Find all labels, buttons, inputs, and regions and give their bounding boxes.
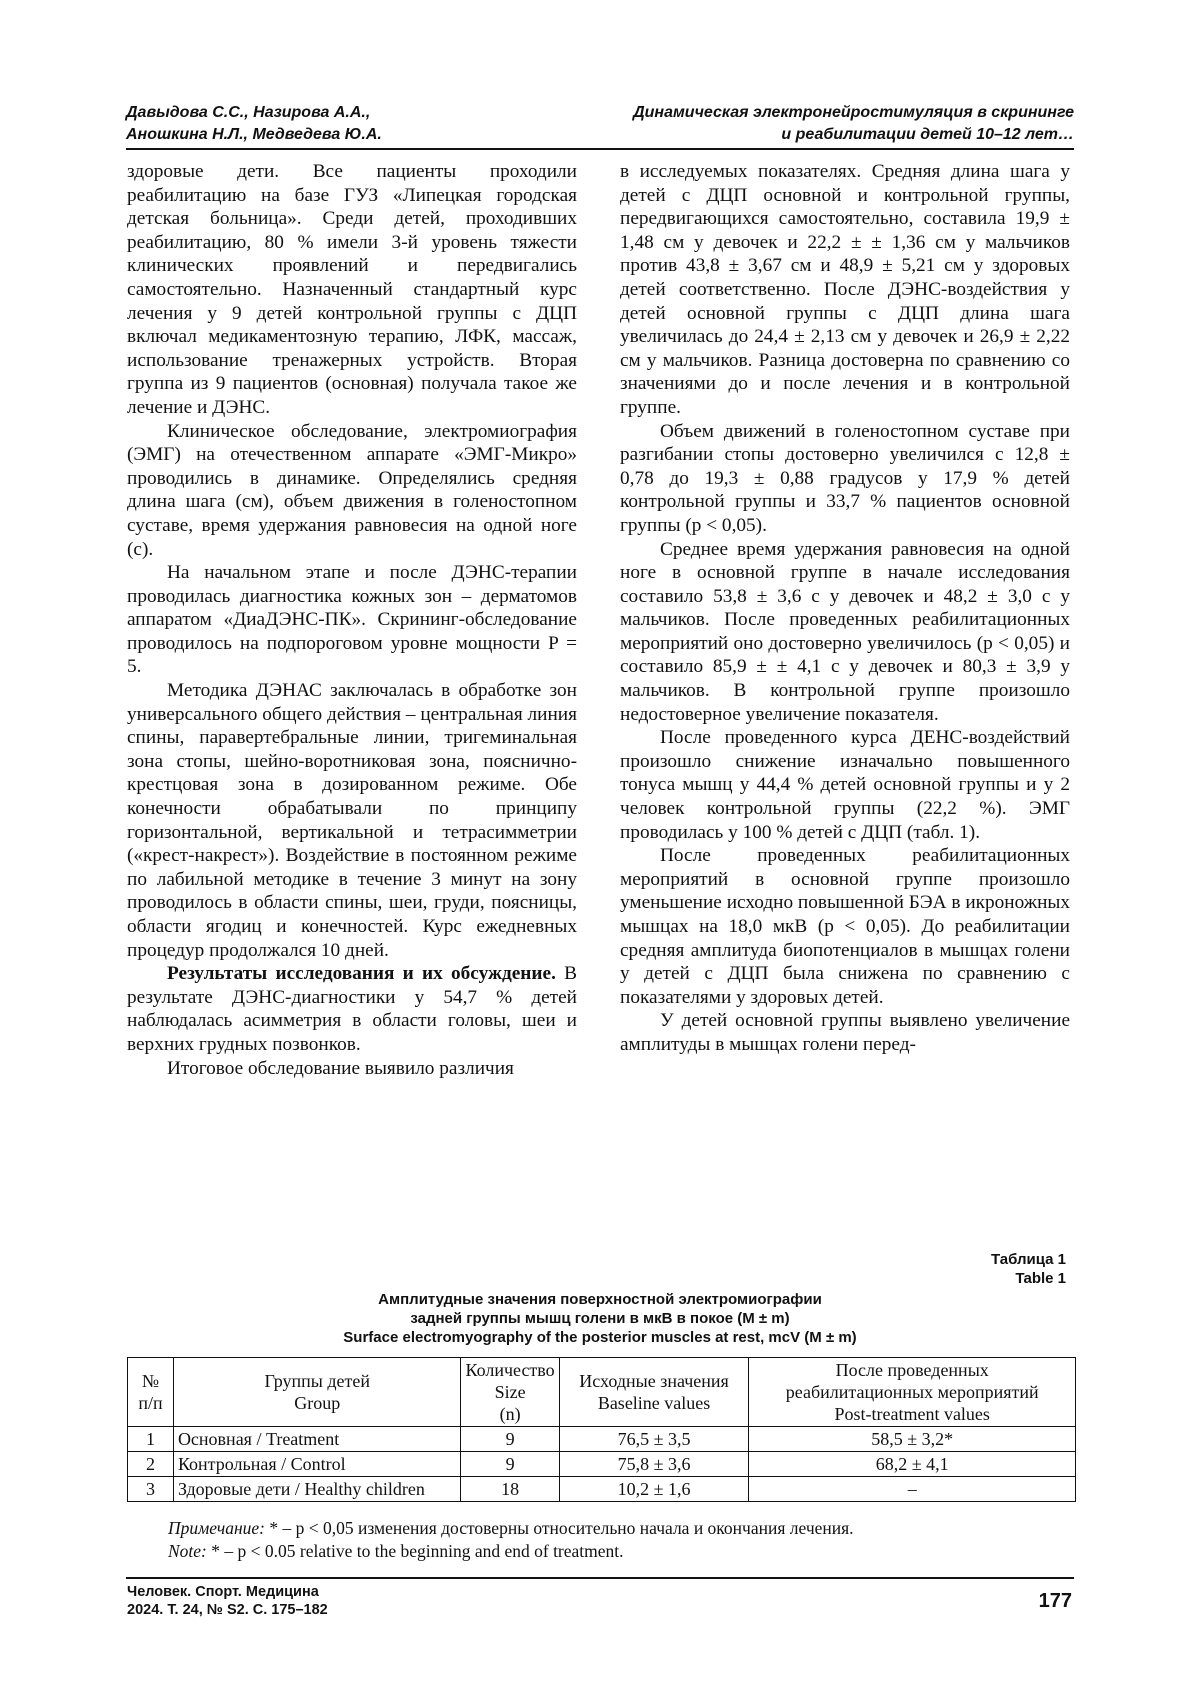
right-paragraph-4: После проведенного курса ДЕНС-воздействий произошло снижение изначально повышенного тонуса мышц у 44,4 % детей основной группы и у 2 человек контрольной группы (22,2 %). ЭМГ проводилась у 100 % детей с ДЦП (табл. 1). (620, 727, 1070, 843)
header-number-ru: № (141, 1371, 160, 1391)
row-baseline: 10,2 ± 1,6 (559, 1477, 749, 1502)
right-column (620, 160, 1070, 1057)
header-title (633, 102, 1074, 146)
row-size: 18 (461, 1477, 559, 1502)
header-size-en: Size (494, 1382, 526, 1402)
footer-rule (126, 1577, 1074, 1579)
header-baseline-ru: Исходные значения (579, 1371, 729, 1391)
row-size: 9 (461, 1427, 559, 1452)
table-title-en: Surface electromyography of the posterior muscles at rest, mcV (M ± m) (343, 1329, 857, 1346)
table-header-row (128, 1358, 1076, 1427)
results-text: В результате ДЭНС-диагностики у 54,7 % детей наблюдалась асимметрия в области головы, шеи и верхних грудных позвонков. (127, 963, 577, 1055)
header-number-abbr: п/п (138, 1393, 163, 1413)
table-row (128, 1477, 1076, 1502)
header-group (173, 1358, 461, 1427)
row-group: Контрольная / Control (173, 1452, 461, 1477)
footer-journal: Человек. Спорт. Медицина (127, 1584, 319, 1600)
header-number (128, 1358, 174, 1427)
header-rule (126, 148, 1074, 150)
running-header (126, 102, 1074, 150)
header-post-ru-1: После проведенных (835, 1360, 989, 1380)
right-paragraph-1: в исследуемых показателях. Средняя длина шага у детей с ДЦП основной и контрольной группы, передвигающихся самостоятельно, составила 19,9 ± 1,48 см у девочек и 22,2 ± ± 1,36 см у мальчиков против 43,8 ± 3,67 см и 48,9 ± 5,21 см у здоровых детей соответственно. После ДЭНС-воздействия у детей основной группы с ДЦП длина шага увеличилась до 24,4 ± 2,13 см у девочек и 26,9 ± 2,22 см у мальчиков. Разница достоверна по сравнению со значениями до и после лечения и в контрольной группе. (620, 161, 1070, 418)
table-note-en (168, 1540, 854, 1563)
footer-citation (127, 1583, 328, 1619)
right-paragraph-2: Объем движений в голеностопном суставе при разгибании стопы достоверно увеличился с 12,8 ± 0,78 до 19,3 ± 0,88 градусов у 17,9 % детей контрольной группы и 33,7 % пациентов основной группы (p < 0,05). (620, 420, 1070, 536)
row-post: 68,2 ± 4,1 (749, 1452, 1076, 1477)
row-baseline: 76,5 ± 3,5 (559, 1427, 749, 1452)
header-baseline (559, 1358, 749, 1427)
row-group: Здоровые дети / Healthy children (173, 1477, 461, 1502)
header-title-line2: и реабилитации детей 10–12 лет… (781, 126, 1074, 143)
note-en-text: * – p < 0.05 relative to the beginning and end of treatment. (206, 1541, 624, 1561)
row-number: 2 (128, 1452, 174, 1477)
note-ru-label: Примечание: (168, 1518, 265, 1538)
table-row (128, 1427, 1076, 1452)
header-baseline-en: Baseline values (597, 1393, 711, 1413)
row-group: Основная / Treatment (173, 1427, 461, 1452)
left-paragraph-3: На начальном этапе и после ДЭНС-терапии проводилась диагностика кожных зон – дерматомов аппаратом «ДиаДЭНС-ПК». Скрининг-обследование проводилось на подпороговом уровне мощности P = 5. (127, 562, 577, 678)
table-caption-en: Table 1 (1015, 1270, 1066, 1287)
header-post-ru-2: реабилитационных мероприятий (785, 1382, 1039, 1402)
table-note (168, 1517, 854, 1563)
table-title-ru-2: задней группы мышц голени в мкВ в покое (M ± m) (410, 1310, 790, 1327)
row-baseline: 75,8 ± 3,6 (559, 1452, 749, 1477)
table-row (128, 1452, 1076, 1477)
footer-issue: 2024. Т. 24, № S2. С. 175–182 (127, 1602, 328, 1618)
header-size (461, 1358, 559, 1427)
note-ru-text: * – p < 0,05 изменения достоверны относительно начала и окончания лечения. (264, 1518, 854, 1538)
right-paragraph-6: У детей основной группы выявлено увеличение амплитуды в мышцах голени перед- (620, 1010, 1070, 1055)
table-note-ru (168, 1517, 854, 1540)
page-number: 177 (1038, 1590, 1072, 1612)
table-title-ru-1: Амплитудные значения поверхностной электромиографии (378, 1291, 822, 1308)
header-group-ru: Группы детей (264, 1371, 370, 1391)
results-heading: Результаты исследования и их обсуждение. (167, 963, 556, 985)
header-post-en: Post-treatment values (834, 1404, 990, 1424)
table-title (126, 1290, 1074, 1347)
header-size-n: (n) (499, 1404, 521, 1424)
left-column (127, 160, 577, 1080)
left-paragraph-6: Итоговое обследование выявило различия (167, 1057, 514, 1079)
table-caption-ru: Таблица 1 (990, 1251, 1066, 1268)
header-authors (126, 102, 382, 146)
left-paragraph-1: здоровые дети. Все пациенты проходили реабилитацию на базе ГУЗ «Липецкая городская детская больница». Среди детей, проходивших реабилитацию, 80 % имели 3-й уровень тяжести клинических проявлений и передвигались самостоятельно. Назначенный стандартный курс лечения у 9 детей контрольной группы с ДЦП включал медикаментозную терапию, ЛФК, массаж, использование тренажерных устройств. Вторая группа из 9 пациентов (основная) получала такое же лечение и ДЭНС. (127, 161, 577, 418)
left-paragraph-5 (127, 962, 577, 1056)
row-number: 1 (128, 1427, 174, 1452)
left-paragraph-2: Клиническое обследование, электромиография (ЭМГ) на отечественном аппарате «ЭМГ-Микро» проводились в динамике. Определялись средняя длина шага (см), объем движения в голеностопном суставе, время удержания равновесия на одной ноге (с). (127, 420, 577, 560)
header-authors-line1: Давыдова С.С., Назирова А.А., (126, 104, 371, 121)
table-caption (991, 1250, 1066, 1288)
note-en-label: Note: (168, 1541, 207, 1561)
row-size: 9 (461, 1452, 559, 1477)
emg-table (127, 1357, 1076, 1502)
header-title-line1: Динамическая электронейростимуляция в скрининге (633, 104, 1074, 121)
row-number: 3 (128, 1477, 174, 1502)
right-paragraph-5: После проведенных реабилитационных мероприятий в основной группе произошло уменьшение исходно повышенной БЭА в икроножных мышцах на 18,0 мкВ (p < 0,05). До реабилитации средняя амплитуда биопотенциалов в мышцах голени у детей с ДЦП была снижена по сравнению с показателями у здоровых детей. (620, 845, 1070, 1008)
header-size-ru: Количество (465, 1360, 555, 1380)
right-paragraph-3: Среднее время удержания равновесия на одной ноге в основной группе в начале исследования составило 53,8 ± 3,6 с у девочек и 48,2 ± 3,0 с у мальчиков. После проведенных реабилитационных мероприятий оно достоверно увеличилось (p < 0,05) и составило 85,9 ± ± 4,1 с у девочек и 80,3 ± 3,9 у мальчиков. В контрольной группе произошло недостоверное увеличение показателя. (620, 538, 1070, 725)
row-post: – (749, 1477, 1076, 1502)
header-post (749, 1358, 1076, 1427)
header-authors-line2: Аношкина Н.Л., Медведева Ю.А. (126, 126, 382, 143)
left-paragraph-4: Методика ДЭНАС заключалась в обработке зон универсального общего действия – центральная линия спины, паравертебральные линии, тригеминальная зона стопы, шейно-воротниковая зона, пояснично-крестцовая зона в дозированном режиме. Обе конечности обрабатывали по принципу горизонтальной, вертикальной и тетрасимметрии («крест-накрест»). Воздействие в постоянном режиме по лабильной методике в течение 3 минут на зону проводилось в области спины, шеи, груди, поясницы, области ягодиц и конечностей. Курс ежедневных процедур продолжался 10 дней. (127, 680, 577, 961)
row-post: 58,5 ± 3,2* (749, 1427, 1076, 1452)
header-group-en: Group (294, 1393, 341, 1413)
